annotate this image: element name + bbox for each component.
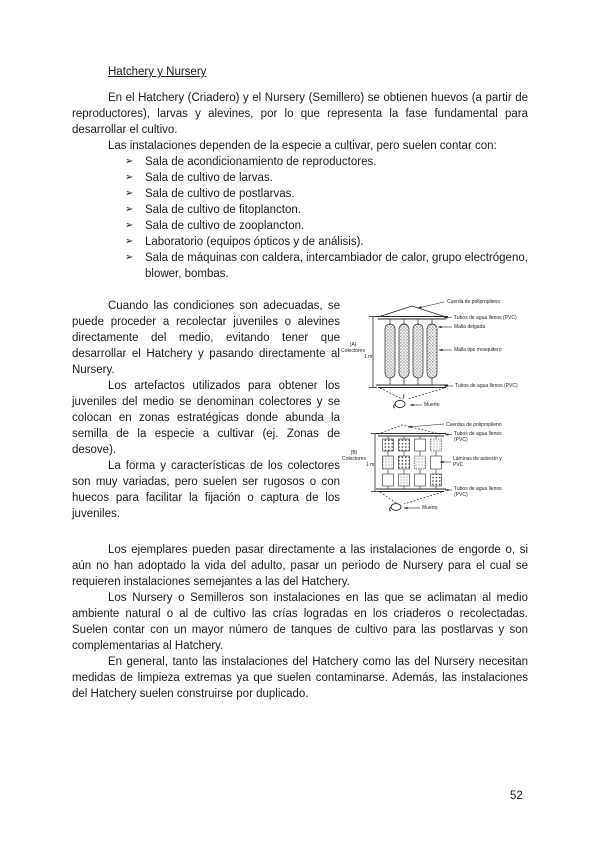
facilities-intro-paragraph: Las instalaciones dependen de la especie a cultivar, pero suelen contar con: xyxy=(108,140,497,152)
top-tube-bar xyxy=(376,317,448,320)
diagram-b-side-label: (B) Colectores xyxy=(342,450,366,462)
arrow-bullet-icon: ➢ xyxy=(125,252,134,263)
mooring-lines xyxy=(380,388,444,399)
list-item-label: Sala de cultivo de zooplancton. xyxy=(145,220,305,232)
list-item-label: Sala de acondicionamiento de reproductores. xyxy=(145,156,377,168)
general-paragraph: En general, tanto las instalaciones del Hatchery como las del Nursery necesitan medidas de limpieza extremas ya que suelen contaminarse. Además, las instalaciones del Hatchery suelen construirse por duplicado. xyxy=(72,656,528,700)
diagram-a-side-label: (A) Colectores xyxy=(341,342,365,354)
page-number: 52 xyxy=(510,790,523,802)
diagram-a-bottom-tubes-label: Tubos de agua llenos (PVC) xyxy=(455,383,518,389)
diagram-a-mosquito-mesh-label: Malla tipo mosquitero xyxy=(454,347,502,353)
diagram-b-collectors xyxy=(340,422,528,520)
diagram-b-anchor-label: Muerto xyxy=(422,505,438,511)
diagram-a-dimension-label: 1 m xyxy=(364,354,373,360)
rope-lines xyxy=(378,425,440,434)
diagram-b-bottom-tubes-label: Tubos de agua llenos (PVC) xyxy=(454,486,502,498)
list-item-label: Sala de cultivo de postlarvas. xyxy=(145,188,295,200)
list-item xyxy=(125,154,528,170)
mesh-bag-collectors xyxy=(385,319,437,385)
arrow-bullet-icon: ➢ xyxy=(125,236,134,247)
diagram-b-rope-label: Cuerdas de polipropileno xyxy=(446,422,502,428)
collectors-paragraph-2: Los artefactos utilizados para obtener los juveniles del medio se denominan colectores y se colocan en zonas estratégicas donde abunda la semilla de la especie a cultivar (ej. Zonas de desove). xyxy=(72,380,340,456)
bottom-tube-bar xyxy=(376,385,448,388)
list-item xyxy=(125,250,528,282)
list-item-label: Sala de cultivo de larvas. xyxy=(145,172,273,184)
label-arrows xyxy=(404,424,452,508)
closing-paragraphs xyxy=(72,542,528,702)
arrow-bullet-icon: ➢ xyxy=(125,188,134,199)
arrow-bullet-icon: ➢ xyxy=(125,220,134,231)
diagram-a-thin-mesh-label: Malla delgada xyxy=(454,324,486,330)
nursery-paragraph: Los Nursery o Semilleros son instalaciones en las que se aclimatan al medio ambiente natural o al de cultivo las crías logradas en los criaderos o recolectadas. Suelen contar con un mayor número de tanques de cultivo para las postlarvas y son complementarias al Hatchery. xyxy=(72,592,528,652)
list-item xyxy=(125,202,528,218)
top-tube-bar xyxy=(376,434,446,437)
diagram-b-top-tubes-label: Tubos de agua llenos (PVC) xyxy=(454,431,502,443)
dimension-line xyxy=(369,317,377,388)
list-item xyxy=(125,218,528,234)
bottom-tube-bar xyxy=(376,489,446,492)
diagram-a-top-tubes-label: Tubos de agua llenos (PVC) xyxy=(454,314,517,321)
anchor-shape xyxy=(394,400,406,408)
rope-lines xyxy=(378,306,446,317)
diagram-a-rope-label: Cuerda de polipropileno xyxy=(447,299,501,305)
collectors-text-column xyxy=(72,298,340,522)
diagram-b-sheets-label: Láminas de asbesto y PVC xyxy=(453,456,502,468)
engorde-paragraph: Los ejemplares pueden pasar directamente a las instalaciones de engorde o, si aún no han adoptado la vida del adulto, pasar un periodo de Nursery para el cual se requieren instalaciones semejantes a las del Hatchery. xyxy=(72,544,528,588)
anchor-shape xyxy=(390,504,402,511)
arrow-bullet-icon: ➢ xyxy=(125,204,134,215)
list-item xyxy=(125,186,528,202)
diagram-b-dimension-label: 1 m xyxy=(366,462,375,468)
list-item-label: Sala de cultivo de fitoplancton. xyxy=(145,204,301,216)
page-content xyxy=(72,64,528,702)
arrow-bullet-icon: ➢ xyxy=(125,172,134,183)
sheet-collectors xyxy=(383,436,442,489)
mooring-lines xyxy=(380,492,442,504)
list-item-label: Sala de máquinas con caldera, intercambiador de calor, grupo electrógeno, blower, bombas. xyxy=(145,252,528,280)
intro-paragraph: En el Hatchery (Criadero) y el Nursery (Semillero) se obtienen huevos (a partir de reproductores), larvas y alevines, por lo que representa la fase fundamental para desarrollar el cultivo. xyxy=(72,92,528,136)
diagram-a-anchor-label: Muerto xyxy=(424,402,440,408)
diagrams-column xyxy=(340,298,528,522)
collectors-paragraph-3: La forma y características de los colectores son muy variadas, pero suelen ser rugosos o con huecos para facilitar la fijación o captura de los juveniles. xyxy=(72,460,340,520)
diagram-a-collectors xyxy=(340,298,528,416)
page-title: Hatchery y Nursery xyxy=(108,66,207,78)
list-item xyxy=(125,234,528,250)
arrow-bullet-icon: ➢ xyxy=(125,156,134,167)
facilities-list xyxy=(72,154,528,282)
list-item xyxy=(125,170,528,186)
collectors-paragraph-1: Cuando las condiciones son adecuadas, se puede proceder a recolectar juveniles o alevines directamente del medio, evitando tener que desarrollar el Hatchery y pasando directamente al Nursery. xyxy=(72,300,340,376)
text-and-diagrams-section xyxy=(72,298,528,522)
list-item-label: Laboratorio (equipos ópticos y de análisis). xyxy=(145,236,364,248)
